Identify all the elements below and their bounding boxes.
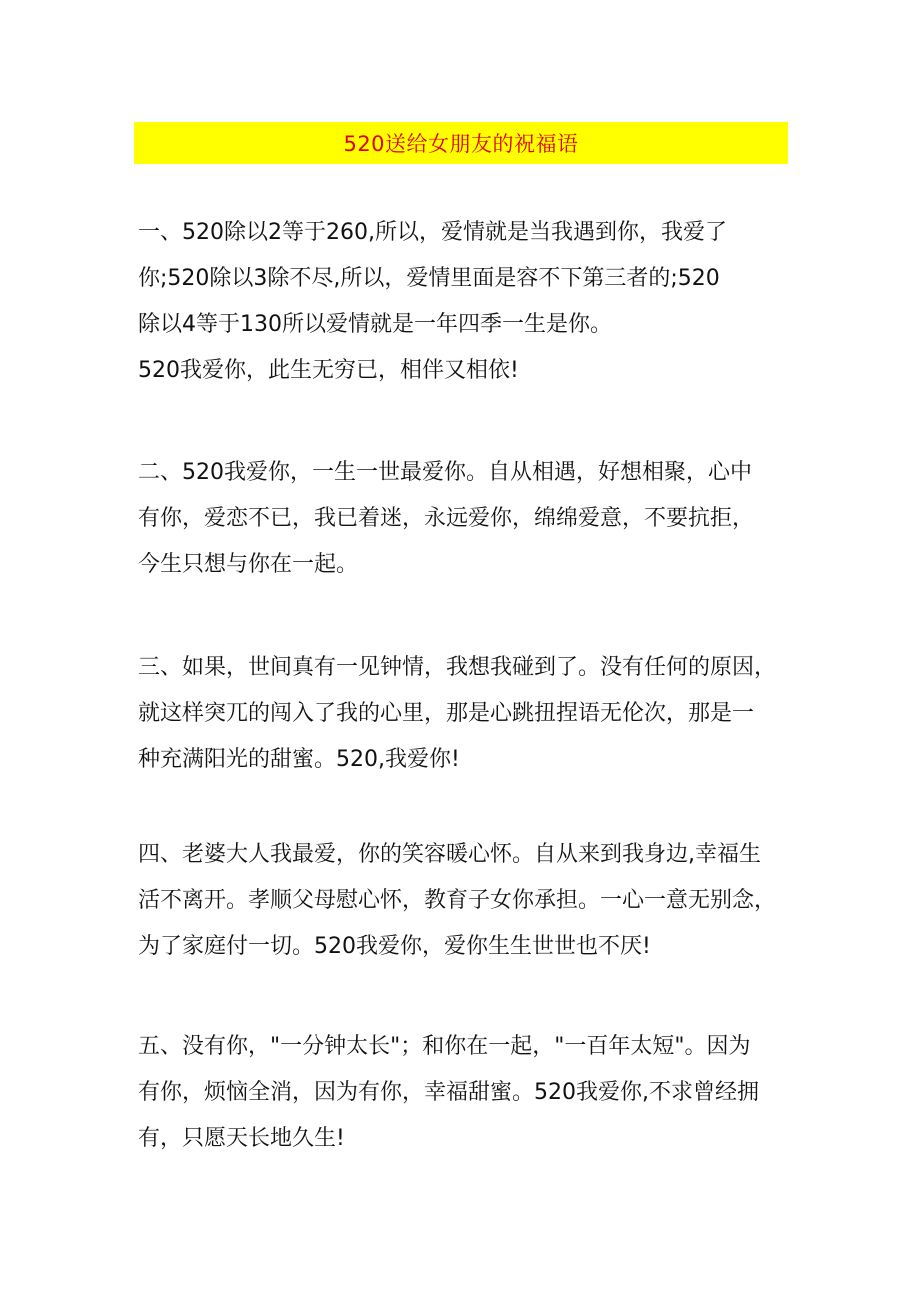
paragraph-1	[138, 210, 798, 394]
paragraph-5	[138, 1024, 798, 1162]
paragraph-3	[138, 645, 798, 783]
paragraph-line: 你;520除以3除不尽,所以，爱情里面是容不下第三者的;520	[138, 266, 720, 291]
paragraph-line: 为了家庭付一切。520我爱你，爱你生生世世也不厌!	[138, 934, 651, 959]
paragraph-line: 有你，爱恋不已，我已着迷，永远爱你，绵绵爱意，不要抗拒，	[138, 506, 755, 531]
title-highlight	[134, 122, 788, 164]
paragraph-line: 四、老婆大人我最爱，你的笑容暖心怀。自从来到我身边,幸福生	[138, 842, 761, 867]
paragraph-line: 有你，烦恼全消，因为有你，幸福甜蜜。520我爱你,不求曾经拥	[138, 1080, 759, 1105]
paragraph-line: 二、520我爱你，一生一世最爱你。自从相遇，好想相聚，心中	[138, 460, 752, 485]
paragraph-line: 就这样突兀的闯入了我的心里，那是心跳扭捏语无伦次，那是一	[138, 701, 755, 726]
paragraph-line: 除以4等于130所以爱情就是一年四季一生是你。	[138, 312, 612, 337]
paragraph-line: 一、520除以2等于260,所以，爱情就是当我遇到你，我爱了	[138, 220, 727, 245]
paragraph-line: 五、没有你，"一分钟太长"；和你在一起，"一百年太短"。因为	[138, 1034, 751, 1059]
document-title: 520送给女朋友的祝福语	[343, 132, 579, 156]
paragraph-4	[138, 832, 798, 970]
paragraph-line: 今生只想与你在一起。	[138, 552, 359, 577]
paragraph-line: 活不离开。孝顺父母慰心怀，教育子女你承担。一心一意无别念，	[138, 888, 777, 913]
paragraph-line: 有，只愿天长地久生!	[138, 1126, 345, 1151]
paragraph-2	[138, 450, 798, 588]
paragraph-line: 520我爱你，此生无穷已，相伴又相依!	[138, 358, 519, 383]
paragraph-line: 三、如果，世间真有一见钟情，我想我碰到了。没有任何的原因，	[138, 655, 777, 680]
paragraph-line: 种充满阳光的甜蜜。520,我爱你!	[138, 747, 460, 772]
